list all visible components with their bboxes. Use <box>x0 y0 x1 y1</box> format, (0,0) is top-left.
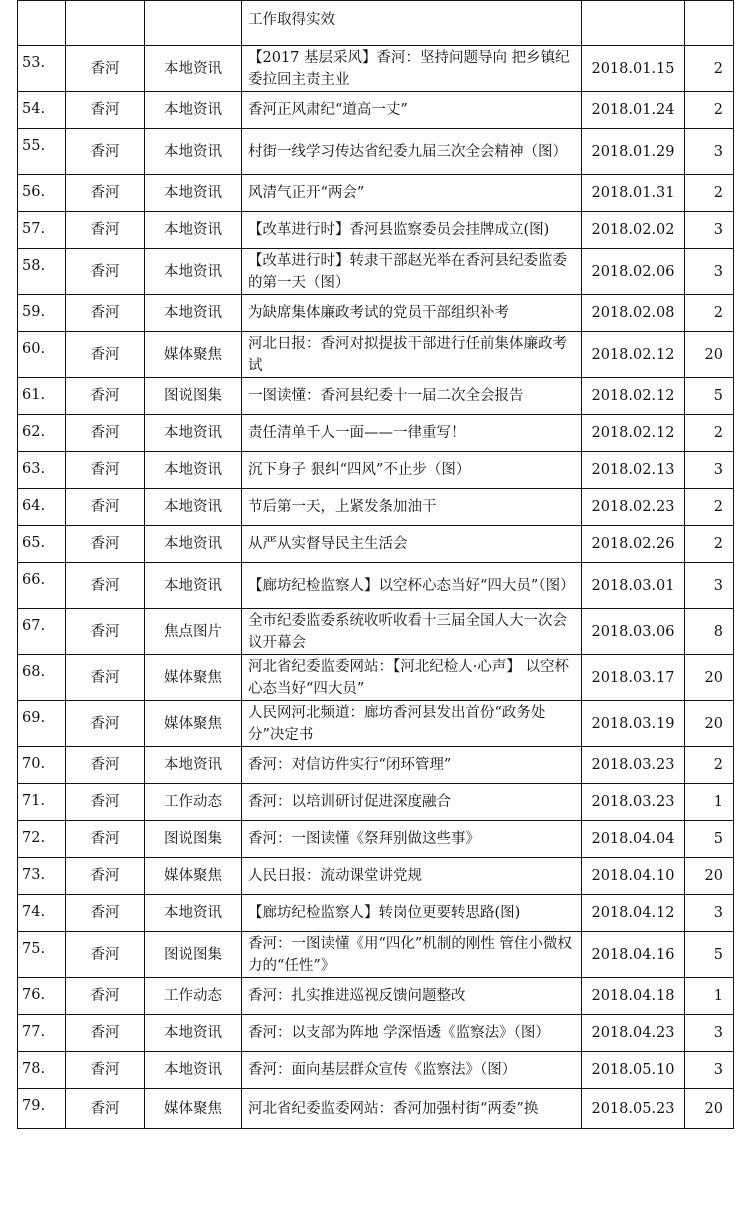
table-row <box>18 332 734 378</box>
cell-column: 本地资讯 <box>145 747 242 784</box>
cell-num: 74. <box>18 895 66 932</box>
cell-column: 图说图集 <box>145 821 242 858</box>
table-row <box>18 249 734 295</box>
cell-date: 2018.05.10 <box>582 1052 685 1089</box>
cell-date: 2018.02.06 <box>582 249 685 295</box>
cell-num: 75. <box>18 932 66 978</box>
table-row <box>18 747 734 784</box>
cell-num: 67. <box>18 609 66 655</box>
cell-num: 64. <box>18 489 66 526</box>
cell-title: 为缺席集体廉政考试的党员干部组织补考 <box>242 295 582 332</box>
table-row <box>18 1015 734 1052</box>
cell-region: 香河 <box>66 129 145 175</box>
table-row <box>18 1052 734 1089</box>
cell-date: 2018.03.06 <box>582 609 685 655</box>
cell-region: 香河 <box>66 92 145 129</box>
cell-num: 77. <box>18 1015 66 1052</box>
cell-date: 2018.04.10 <box>582 858 685 895</box>
cell-count: 2 <box>685 46 734 92</box>
cell-column: 本地资讯 <box>145 563 242 609</box>
cell-num: 72. <box>18 821 66 858</box>
table-row <box>18 489 734 526</box>
article-stats-table <box>17 0 734 1129</box>
cell-count: 5 <box>685 378 734 415</box>
cell-region: 香河 <box>66 701 145 747</box>
cell-title: 风清气正开“两会” <box>242 175 582 212</box>
cell-column: 图说图集 <box>145 378 242 415</box>
cell-date: 2018.01.31 <box>582 175 685 212</box>
cell-date: 2018.03.01 <box>582 563 685 609</box>
table-row <box>18 895 734 932</box>
cell-num: 59. <box>18 295 66 332</box>
cell-title: 香河：面向基层群众宣传《监察法》（图） <box>242 1052 582 1089</box>
cell-column: 本地资讯 <box>145 1052 242 1089</box>
cell-column: 媒体聚焦 <box>145 332 242 378</box>
cell-column: 本地资讯 <box>145 295 242 332</box>
table-row <box>18 415 734 452</box>
cell-title: 人民日报：流动课堂讲党规 <box>242 858 582 895</box>
cell-title: 【廊坊纪检监察人】转岗位更要转思路(图) <box>242 895 582 932</box>
cell-count: 3 <box>685 895 734 932</box>
cell-count: 3 <box>685 452 734 489</box>
cell-column: 本地资讯 <box>145 92 242 129</box>
cell-num: 63. <box>18 452 66 489</box>
cell-region: 香河 <box>66 609 145 655</box>
cell-region: 香河 <box>66 932 145 978</box>
cell-count: 20 <box>685 655 734 701</box>
table-row <box>18 932 734 978</box>
cell-count: 2 <box>685 92 734 129</box>
cell-count: 2 <box>685 415 734 452</box>
cell-count: 3 <box>685 563 734 609</box>
cell-title: 村街一线学习传达省纪委九届三次全会精神（图） <box>242 129 582 175</box>
cell-region: 香河 <box>66 747 145 784</box>
cell-title: 工作取得实效 <box>242 1 582 46</box>
cell-title: 【改革进行时】转隶干部赵光举在香河县纪委监委的第一天（图） <box>242 249 582 295</box>
cell-date: 2018.02.02 <box>582 212 685 249</box>
cell-title: 节后第一天，上紧发条加油干 <box>242 489 582 526</box>
cell-title: 香河：以支部为阵地 学深悟透《监察法》（图） <box>242 1015 582 1052</box>
table-row <box>18 175 734 212</box>
cell-title: 河北省纪委监委网站：香河加强村街“两委”换 <box>242 1089 582 1129</box>
table-row <box>18 92 734 129</box>
cell-num: 62. <box>18 415 66 452</box>
cell-region: 香河 <box>66 526 145 563</box>
cell-num: 60. <box>18 332 66 378</box>
cell-region: 香河 <box>66 175 145 212</box>
cell-column: 本地资讯 <box>145 895 242 932</box>
cell-title: 人民网河北频道：廊坊香河县发出首份“政务处分”决定书 <box>242 701 582 747</box>
cell-title: 河北日报：香河对拟提拔干部进行任前集体廉政考试 <box>242 332 582 378</box>
cell-column: 本地资讯 <box>145 415 242 452</box>
cell-count: 3 <box>685 212 734 249</box>
cell-column: 工作动态 <box>145 784 242 821</box>
table-row <box>18 46 734 92</box>
cell-count: 2 <box>685 747 734 784</box>
cell-count <box>685 1 734 46</box>
cell-region: 香河 <box>66 332 145 378</box>
cell-num: 53. <box>18 46 66 92</box>
cell-num: 55. <box>18 129 66 175</box>
cell-num: 65. <box>18 526 66 563</box>
cell-date: 2018.02.13 <box>582 452 685 489</box>
cell-region <box>66 1 145 46</box>
cell-date: 2018.05.23 <box>582 1089 685 1129</box>
cell-title: 香河：以培训研讨促进深度融合 <box>242 784 582 821</box>
table-row <box>18 1089 734 1129</box>
cell-title: 香河：一图读懂《用“四化”机制的刚性 管住小微权力的“任性”》 <box>242 932 582 978</box>
cell-region: 香河 <box>66 858 145 895</box>
cell-title: 【改革进行时】香河县监察委员会挂牌成立(图) <box>242 212 582 249</box>
cell-title: 全市纪委监委系统收听收看十三届全国人大一次会议开幕会 <box>242 609 582 655</box>
cell-region: 香河 <box>66 978 145 1015</box>
cell-date: 2018.01.24 <box>582 92 685 129</box>
cell-num: 71. <box>18 784 66 821</box>
table-row <box>18 701 734 747</box>
cell-region: 香河 <box>66 378 145 415</box>
table-row <box>18 378 734 415</box>
cell-column <box>145 1 242 46</box>
cell-title: 责任清单千人一面——一律重写！ <box>242 415 582 452</box>
cell-date <box>582 1 685 46</box>
cell-region: 香河 <box>66 1052 145 1089</box>
cell-date: 2018.03.17 <box>582 655 685 701</box>
cell-count: 2 <box>685 526 734 563</box>
cell-date: 2018.04.23 <box>582 1015 685 1052</box>
cell-num: 57. <box>18 212 66 249</box>
cell-column: 媒体聚焦 <box>145 655 242 701</box>
cell-column: 媒体聚焦 <box>145 858 242 895</box>
cell-region: 香河 <box>66 249 145 295</box>
cell-region: 香河 <box>66 295 145 332</box>
cell-count: 8 <box>685 609 734 655</box>
cell-column: 媒体聚焦 <box>145 1089 242 1129</box>
cell-date: 2018.02.12 <box>582 332 685 378</box>
cell-region: 香河 <box>66 895 145 932</box>
cell-region: 香河 <box>66 46 145 92</box>
cell-count: 3 <box>685 1052 734 1089</box>
cell-region: 香河 <box>66 1089 145 1129</box>
table-row <box>18 563 734 609</box>
cell-title: 从严从实督导民主生活会 <box>242 526 582 563</box>
cell-count: 3 <box>685 129 734 175</box>
cell-count: 1 <box>685 784 734 821</box>
table-row <box>18 655 734 701</box>
table-row <box>18 821 734 858</box>
cell-date: 2018.02.12 <box>582 415 685 452</box>
cell-count: 20 <box>685 332 734 378</box>
cell-count: 3 <box>685 1015 734 1052</box>
cell-title: 【廊坊纪检监察人】以空杯心态当好“四大员”（图） <box>242 563 582 609</box>
cell-date: 2018.04.04 <box>582 821 685 858</box>
cell-region: 香河 <box>66 655 145 701</box>
cell-date: 2018.04.16 <box>582 932 685 978</box>
cell-title: 香河正风肃纪“道高一丈” <box>242 92 582 129</box>
cell-count: 3 <box>685 249 734 295</box>
cell-date: 2018.01.29 <box>582 129 685 175</box>
cell-count: 2 <box>685 489 734 526</box>
cell-date: 2018.03.19 <box>582 701 685 747</box>
cell-column: 媒体聚焦 <box>145 701 242 747</box>
cell-num: 68. <box>18 655 66 701</box>
cell-date: 2018.02.26 <box>582 526 685 563</box>
table-row <box>18 295 734 332</box>
cell-num: 70. <box>18 747 66 784</box>
cell-count: 5 <box>685 821 734 858</box>
cell-date: 2018.01.15 <box>582 46 685 92</box>
cell-title: 【2017 基层采风】香河：坚持问题导向 把乡镇纪委拉回主责主业 <box>242 46 582 92</box>
cell-column: 本地资讯 <box>145 489 242 526</box>
table-row <box>18 978 734 1015</box>
cell-date: 2018.04.18 <box>582 978 685 1015</box>
table-row <box>18 609 734 655</box>
cell-region: 香河 <box>66 489 145 526</box>
cell-num: 58. <box>18 249 66 295</box>
cell-date: 2018.03.23 <box>582 784 685 821</box>
cell-column: 本地资讯 <box>145 129 242 175</box>
cell-date: 2018.02.08 <box>582 295 685 332</box>
cell-region: 香河 <box>66 452 145 489</box>
cell-num: 56. <box>18 175 66 212</box>
table-row-continuation <box>18 1 734 46</box>
table-row <box>18 212 734 249</box>
cell-region: 香河 <box>66 784 145 821</box>
cell-region: 香河 <box>66 415 145 452</box>
cell-num: 79. <box>18 1089 66 1129</box>
cell-column: 本地资讯 <box>145 212 242 249</box>
cell-date: 2018.02.12 <box>582 378 685 415</box>
table-row <box>18 784 734 821</box>
table-row <box>18 452 734 489</box>
cell-num: 78. <box>18 1052 66 1089</box>
cell-column: 本地资讯 <box>145 452 242 489</box>
cell-column: 图说图集 <box>145 932 242 978</box>
cell-num: 76. <box>18 978 66 1015</box>
table-row <box>18 129 734 175</box>
cell-column: 本地资讯 <box>145 249 242 295</box>
cell-num: 69. <box>18 701 66 747</box>
cell-date: 2018.04.12 <box>582 895 685 932</box>
cell-column: 本地资讯 <box>145 46 242 92</box>
cell-title: 香河：一图读懂《祭拜别做这些事》 <box>242 821 582 858</box>
cell-region: 香河 <box>66 563 145 609</box>
cell-title: 香河：扎实推进巡视反馈问题整改 <box>242 978 582 1015</box>
cell-count: 20 <box>685 701 734 747</box>
cell-title: 河北省纪委监委网站：【河北纪检人·心声】 以空杯心态当好“四大员” <box>242 655 582 701</box>
cell-title: 一图读懂：香河县纪委十一届二次全会报告 <box>242 378 582 415</box>
cell-count: 5 <box>685 932 734 978</box>
cell-column: 工作动态 <box>145 978 242 1015</box>
cell-column: 本地资讯 <box>145 1015 242 1052</box>
cell-count: 2 <box>685 295 734 332</box>
cell-num: 73. <box>18 858 66 895</box>
table-row <box>18 858 734 895</box>
cell-title: 沉下身子 狠纠“四风”不止步（图） <box>242 452 582 489</box>
cell-count: 1 <box>685 978 734 1015</box>
cell-num: 66. <box>18 563 66 609</box>
cell-region: 香河 <box>66 821 145 858</box>
cell-column: 本地资讯 <box>145 175 242 212</box>
cell-date: 2018.02.23 <box>582 489 685 526</box>
cell-region: 香河 <box>66 1015 145 1052</box>
cell-column: 焦点图片 <box>145 609 242 655</box>
cell-num <box>18 1 66 46</box>
cell-column: 本地资讯 <box>145 526 242 563</box>
cell-title: 香河：对信访件实行“闭环管理” <box>242 747 582 784</box>
table-row <box>18 526 734 563</box>
cell-region: 香河 <box>66 212 145 249</box>
cell-num: 54. <box>18 92 66 129</box>
cell-count: 20 <box>685 1089 734 1129</box>
cell-count: 20 <box>685 858 734 895</box>
cell-date: 2018.03.23 <box>582 747 685 784</box>
cell-count: 2 <box>685 175 734 212</box>
cell-num: 61. <box>18 378 66 415</box>
